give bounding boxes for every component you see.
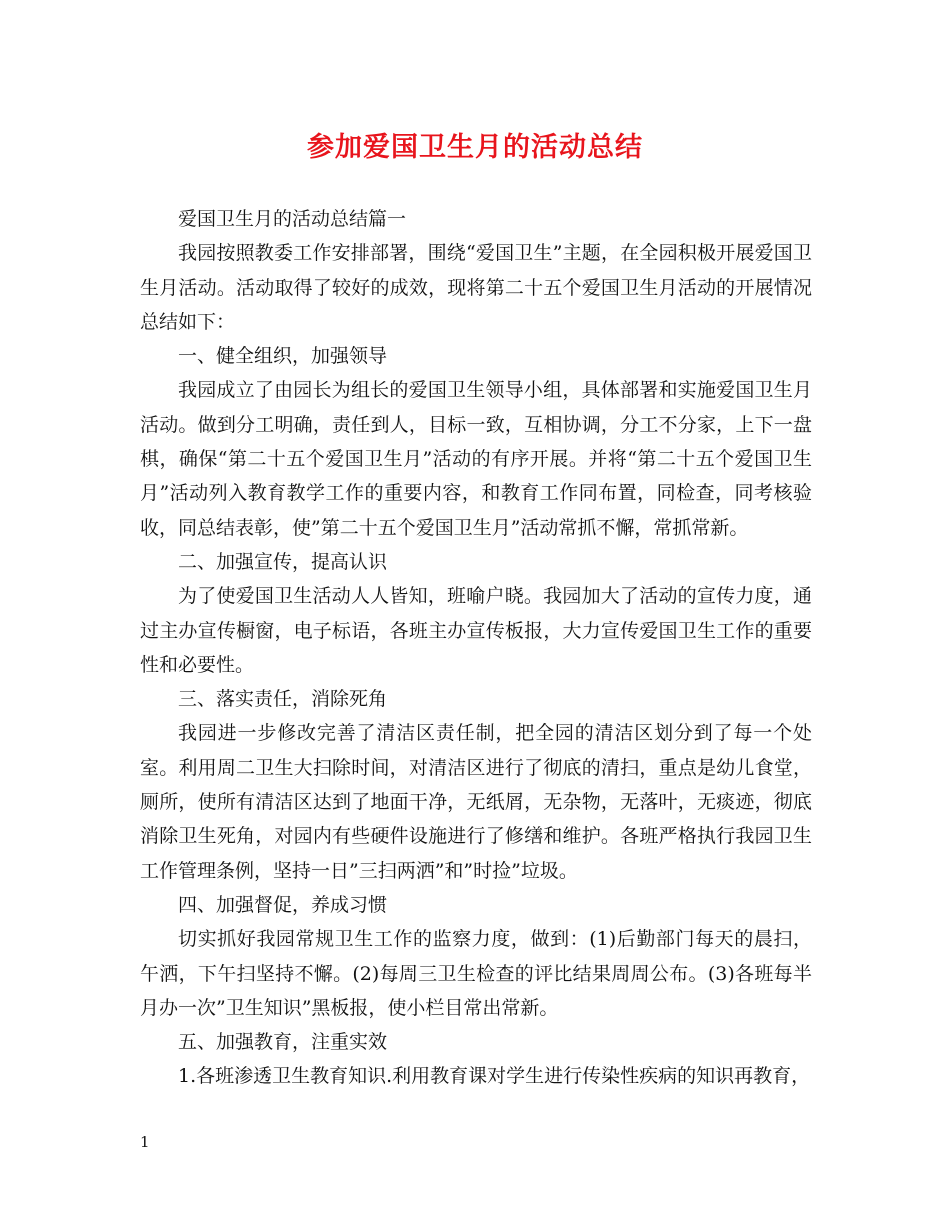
document-title: 参加爱国卫生月的活动总结 [307,132,643,163]
document-body [140,202,812,1094]
section-heading-article: 爱国卫生月的活动总结篇一 [178,208,407,230]
section-heading-2: 二、加强宣传，提高认识 [178,550,388,573]
body-paragraph-5: 1.各班渗透卫生教育知识.利用教育课对学生进行传染性疾病的知识再教育， [178,1065,811,1088]
section-heading-5: 五、加强教育，注重实效 [178,1031,388,1054]
body-paragraph-2: 为了使爱国卫生活动人人皆知，班喻户晓。我园加大了活动的宣传力度，通过主办宣传橱窗，电子标语，各班主办宣传板报，大力宣传爱国卫生工作的重要性和必要性。 [140,585,812,676]
section-heading-1: 一、健全组织，加强领导 [178,345,388,368]
page-number: 1 [140,1133,150,1151]
body-paragraph-3: 我园进一步修改完善了清洁区责任制，把全园的清洁区划分到了每一个处室。利用周二卫生大扫除时间，对清洁区进行了彻底的清扫，重点是幼儿食堂，厕所，使所有清洁区达到了地面干净，无纸屑，无杂物，无落叶，无痰迹，彻底消除卫生死角，对园内有些硬件设施进行了修缮和维护。各班严格执行我园卫生工作管理条例，坚持一日”三扫两洒”和”时捡”垃圾。 [140,722,812,882]
body-paragraph-4: 切实抓好我园常规卫生工作的监察力度，做到：(1)后勤部门每天的晨扫，午洒，下午扫坚持不懈。(2)每周三卫生检查的评比结果周周公布。(3)各班每半月办一次”卫生知识”黑板报，使小栏目常出常新。 [140,928,812,1019]
section-heading-4: 四、加强督促，养成习惯 [178,893,388,916]
body-paragraph-intro: 我园按照教委工作安排部署，围绕“爱国卫生”主题，在全园积极开展爱国卫生月活动。活动取得了较好的成效，现将第二十五个爱国卫生月活动的开展情况总结如下： [140,242,812,333]
section-heading-3: 三、落实责任，消除死角 [178,688,388,711]
body-paragraph-1: 我园成立了由园长为组长的爱国卫生领导小组，具体部署和实施爱国卫生月活动。做到分工明确，责任到人，目标一致，互相协调，分工不分家，上下一盘棋，确保“第二十五个爱国卫生月”活动的有序开展。并将“第二十五个爱国卫生月”活动列入教育教学工作的重要内容，和教育工作同布置，同检查，同考核验收，同总结表彰，使”第二十五个爱国卫生月”活动常抓不懈，常抓常新。 [140,379,812,539]
